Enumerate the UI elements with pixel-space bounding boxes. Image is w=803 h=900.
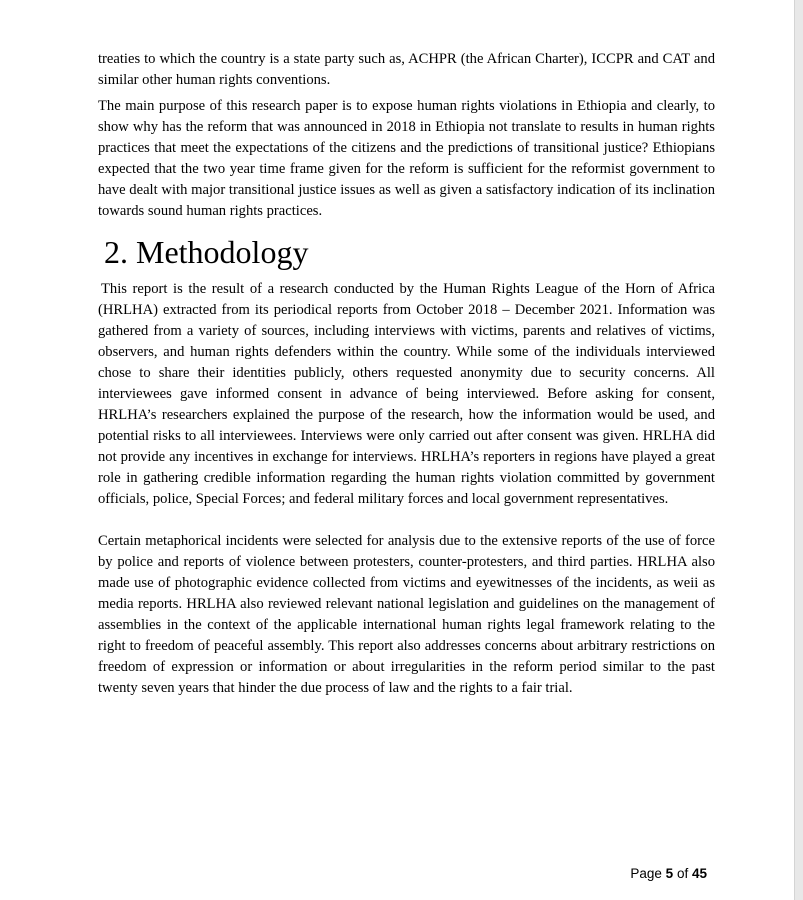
page-number-footer bbox=[630, 866, 707, 881]
total-page-count: 45 bbox=[691, 866, 707, 881]
intro-continuation-paragraph: treaties to which the country is a state party such as, ACHPR (the African Charter), ICCPR and CAT and similar other human rights conventions. bbox=[98, 51, 715, 88]
purpose-paragraph: The main purpose of this research paper is to expose human rights violations in Ethiopia and clearly, to show why has the reform that was announced in 2018 in Ethiopia not translate to results in human rights practices that meet the expectations of the citizens and the predictions of transitional justice? Ethiopians expected that the two year time frame given for the reform is sufficient for the reformist government to have dealt with major transitional justice issues as well as given a satisfactory indication of its inclination towards sound human rights practices. bbox=[98, 98, 715, 219]
section-heading bbox=[104, 232, 715, 272]
section-title: Methodology bbox=[136, 234, 309, 270]
current-page-number: 5 bbox=[665, 866, 674, 881]
of-word: of bbox=[676, 866, 689, 881]
methodology-paragraph-1: This report is the result of a research conducted by the Human Rights League of the Horn of Africa (HRLHA) extracted from its periodical reports from October 2018 – December 2021. Information was gathered from a variety of sources, including interviews with victims, parents and relatives of victims, observers, and human rights defenders within the country. While some of the individuals interviewed chose to share their identities publicly, others requested anonymity due to security concerns. All interviewees gave informed consent in advance of being interviewed. Before asking for consent, HRLHA’s researchers explained the purpose of the research, how the information would be used, and potential risks to all interviewees. Interviews were only carried out after consent was given. HRLHA did not provide any incentives in exchange for interviews. HRLHA’s reporters in regions have played a great role in gathering credible information regarding the human rights violation committed by government officials, police, Special Forces; and federal military forces and local government representatives. bbox=[98, 281, 715, 507]
page-word: Page bbox=[630, 866, 662, 881]
section-number: 2. bbox=[104, 234, 128, 270]
methodology-paragraph-2: Certain metaphorical incidents were selected for analysis due to the extensive reports of the use of force by police and reports of violence between protesters, counter-protesters, and third parties. HRLHA also made use of photographic evidence collected from victims and eyewitnesses of the incidents, as weii as media reports. HRLHA also reviewed relevant national legislation and guidelines on the management of assemblies in the context of the applicable international human rights legal framework relating to the right to freedom of peaceful assembly. This report also addresses concerns about arbitrary restrictions on freedom of expression or information or about irregularities in the reform period similar to the past twenty seven years that hinder the due process of law and the rights to a fair trial. bbox=[98, 533, 715, 696]
page-body bbox=[98, 49, 715, 699]
viewer-scrollbar[interactable] bbox=[794, 0, 803, 900]
